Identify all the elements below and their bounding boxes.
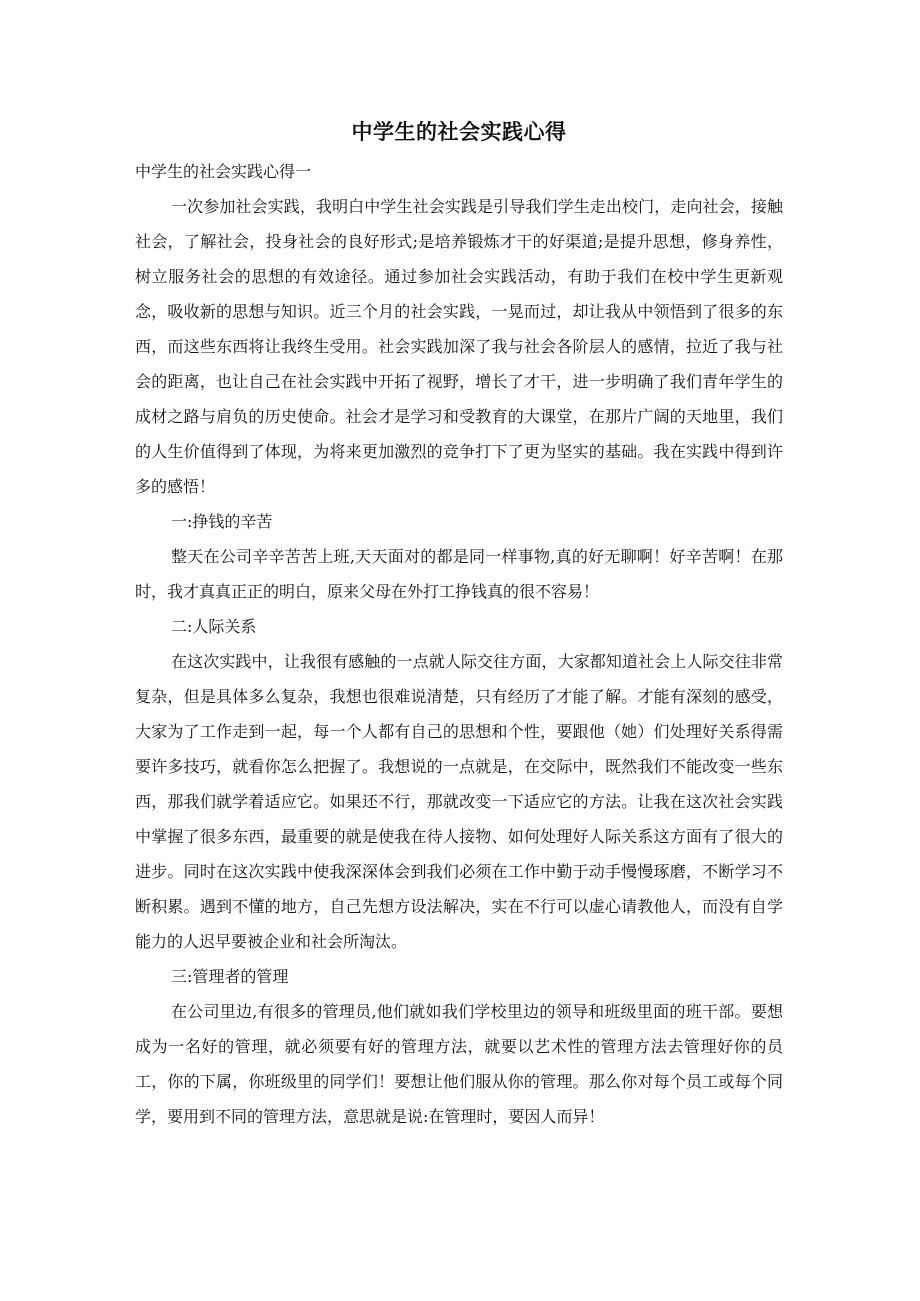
section-heading-management: 三:管理者的管理: [171, 967, 289, 986]
document-title: 中学生的社会实践心得: [351, 120, 567, 144]
section-body-relationships: 在这次实践中，让我很有感触的一点就人际交往方面，大家都知道社会上人际交往非常复杂，但是具体多么复杂，我想也很难说清楚，只有经历了才能了解。才能有深刻的感受，大家为了工作走到一起，每一个人都有自己的思想和个性，要跟他（她）们处理好关系得需要许多技巧，就看你怎么把握了。我想说的一点就是，在交际中，既然我们不能改变一些东西，那我们就学着适应它。如果还不行，那就改变一下适应它的方法。让我在这次社会实践中掌握了很多东西，最重要的就是使我在待人接物、如何处理好人际关系这方面有了很大的进步。同时在这次实践中使我深深体会到我们必须在工作中勤于动手慢慢琢磨，不断学习不断积累。遇到不懂的地方，自己先想方设法解决，实在不行可以虚心请教他人，而没有自学能力的人迟早要被企业和社会所淘汰。: [135, 652, 783, 951]
section-heading-earning: 一:挣钱的辛苦: [171, 512, 273, 531]
intro-paragraph: 一次参加社会实践，我明白中学生社会实践是引导我们学生走出校门，走向社会，接触社会，了解社会，投身社会的良好形式;是培养锻炼才干的好渠道;是提升思想，修身养性，树立服务社会的思想的有效途径。通过参加社会实践活动，有助于我们在校中学生更新观念，吸收新的思想与知识。近三个月的社会实践，一晃而过，却让我从中领悟到了很多的东西，而这些东西将让我终生受用。社会实践加深了我与社会各阶层人的感情，拉近了我与社会的距离，也让自己在社会实践中开拓了视野，增长了才干，进一步明确了我们青年学生的成材之路与肩负的历史使命。社会才是学习和受教育的大课堂，在那片广阔的天地里，我们的人生价值得到了体现，为将来更加激烈的竞争打下了更为坚实的基础。我在实践中得到许多的感悟！: [135, 197, 783, 496]
section-heading-relationships: 二:人际关系: [171, 617, 257, 636]
document-subtitle: 中学生的社会实践心得一: [135, 162, 312, 181]
section-body-earning: 整天在公司辛辛苦苦上班,天天面对的都是同一样事物,真的好无聊啊！好辛苦啊！在那时，我才真真正正的明白，原来父母在外打工挣钱真的很不容易！: [135, 547, 783, 601]
section-body-management: 在公司里边,有很多的管理员,他们就如我们学校里边的领导和班级里面的班干部。要想成为一名好的管理，就必须要有好的管理方法，就要以艺术性的管理方法去管理好你的员工，你的下属，你班级里的同学们！要想让他们服从你的管理。那么你对每个员工或每个同学，要用到不同的管理方法，意思就是说:在管理时，要因人而异！: [135, 1002, 783, 1126]
document-content: [135, 110, 783, 1134]
